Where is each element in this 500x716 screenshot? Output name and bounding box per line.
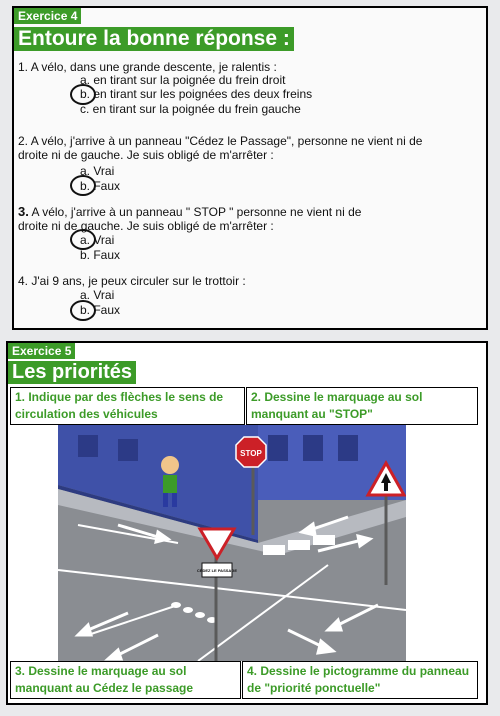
answer-option[interactable]: a. Vrai — [80, 233, 115, 247]
exercise4-tag: Exercice 4 — [14, 8, 81, 24]
road-intersection-illustration — [58, 425, 406, 661]
question-text: droite ni de gauche. Je suis obligé de m'arrêter : — [18, 219, 274, 233]
question-2 — [18, 134, 422, 162]
answer-circle-mark — [70, 229, 96, 250]
exercise5-tag: Exercice 5 — [8, 343, 75, 359]
question-number: 4. — [18, 274, 29, 288]
answer-option[interactable]: a. Vrai — [80, 164, 115, 178]
question-number: 2. — [18, 134, 29, 148]
answer-option[interactable]: a. en tirant sur la poignée du frein droit — [80, 73, 286, 87]
exercise5-box — [6, 341, 488, 705]
question-4 — [18, 274, 246, 288]
question-number: 1. — [18, 60, 29, 74]
yield-plate-text: CÉDEZ LE PASSAGE — [196, 568, 238, 573]
instruction-cell-3: 3. Dessine le marquage au sol manquant au Cédez le passage — [10, 661, 241, 699]
answer-option[interactable]: a. Vrai — [80, 288, 115, 302]
exercise5-title: Les priorités — [8, 361, 136, 384]
answer-option[interactable]: c. en tirant sur la poignée du frein gauche — [80, 102, 301, 116]
question-text: A vélo, j'arrive à un panneau "Cédez le Passage", personne ne vient ni de — [30, 134, 423, 148]
stop-sign-text: STOP — [240, 449, 262, 458]
answer-option[interactable]: b. Faux — [80, 303, 121, 317]
answer-circle-mark — [70, 300, 96, 321]
question-text: droite ni de gauche. Je suis obligé de m'arrêter : — [18, 148, 274, 162]
instruction-cell-2: 2. Dessine le marquage au sol manquant au "STOP" — [246, 387, 478, 425]
question-3 — [18, 205, 361, 233]
exercise4-box — [12, 6, 488, 330]
question-text: A vélo, j'arrive à un panneau " STOP " personne ne vient ni de — [31, 205, 362, 219]
answer-option[interactable]: b. en tirant sur les poignées des deux freins — [80, 87, 313, 101]
question-text: J'ai 9 ans, je peux circuler sur le trottoir : — [31, 274, 246, 288]
answer-circle-mark — [70, 175, 96, 196]
question-text: A vélo, dans une grande descente, je ralentis : — [30, 60, 277, 74]
instruction-cell-1: 1. Indique par des flèches le sens de circulation des véhicules — [10, 387, 245, 425]
exercise4-title: Entoure la bonne réponse : — [14, 27, 294, 51]
answer-circle-mark — [70, 84, 96, 105]
answer-option[interactable]: b. Faux — [80, 248, 121, 262]
question-1 — [18, 60, 277, 74]
question-number: 3. — [18, 204, 29, 219]
instruction-cell-4: 4. Dessine le pictogramme du panneau de "priorité ponctuelle" — [242, 661, 478, 699]
answer-option[interactable]: b. Faux — [80, 179, 121, 193]
